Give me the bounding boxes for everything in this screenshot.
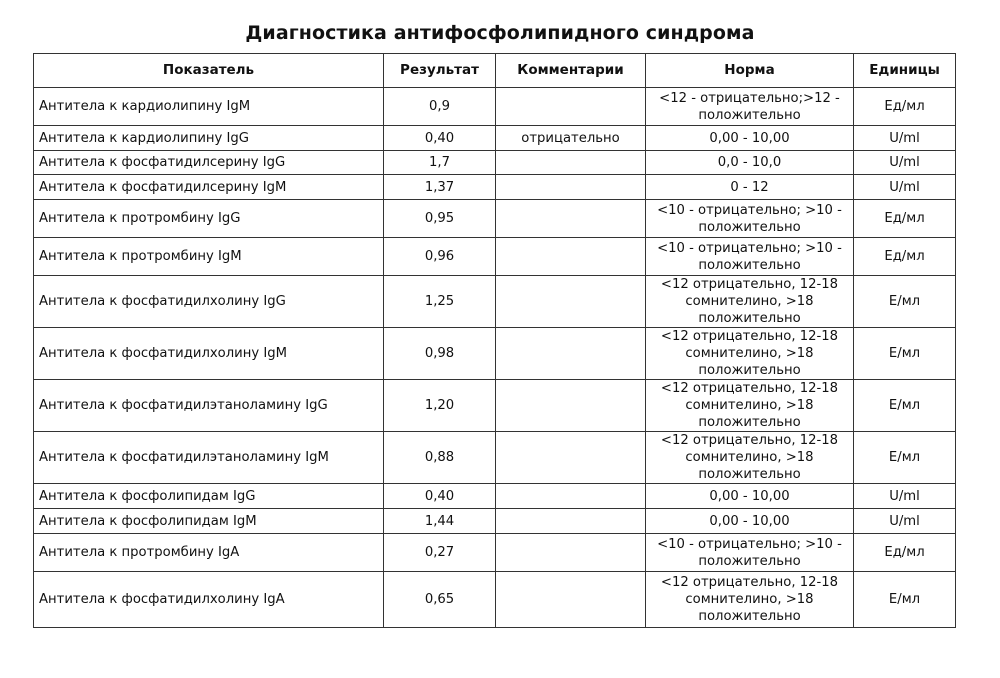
norm-cell: 0,00 - 10,00 bbox=[646, 484, 854, 509]
unit-cell: U/ml bbox=[854, 151, 956, 175]
indicator-cell: Антитела к фосфатидилхолину IgA bbox=[34, 572, 384, 628]
result-cell: 1,44 bbox=[384, 509, 496, 534]
header-result: Результат bbox=[384, 54, 496, 88]
unit-cell: Е/мл bbox=[854, 276, 956, 328]
norm-cell: 0,00 - 10,00 bbox=[646, 126, 854, 151]
unit-cell: Ед/мл bbox=[854, 238, 956, 276]
result-cell: 1,37 bbox=[384, 175, 496, 200]
comment-cell bbox=[496, 276, 646, 328]
table-row bbox=[34, 509, 956, 534]
results-table bbox=[33, 53, 956, 628]
table-body bbox=[34, 88, 956, 628]
table-row bbox=[34, 126, 956, 151]
indicator-cell: Антитела к фосфатидилэтаноламину IgG bbox=[34, 380, 384, 432]
page-title: Диагностика антифосфолипидного синдрома bbox=[245, 22, 755, 44]
result-cell: 1,25 bbox=[384, 276, 496, 328]
table-row bbox=[34, 572, 956, 628]
table-row bbox=[34, 175, 956, 200]
norm-cell: <12 отрицательно, 12-18 сомнителино, >18 положительно bbox=[646, 432, 854, 484]
indicator-cell: Антитела к кардиолипину IgM bbox=[34, 88, 384, 126]
header-indicator: Показатель bbox=[34, 54, 384, 88]
comment-cell bbox=[496, 572, 646, 628]
table-row bbox=[34, 484, 956, 509]
table-row bbox=[34, 328, 956, 380]
result-cell: 0,88 bbox=[384, 432, 496, 484]
result-cell: 0,27 bbox=[384, 534, 496, 572]
unit-cell: Е/мл bbox=[854, 572, 956, 628]
unit-cell: Ед/мл bbox=[854, 88, 956, 126]
result-cell: 1,7 bbox=[384, 151, 496, 175]
indicator-cell: Антитела к протромбину IgA bbox=[34, 534, 384, 572]
unit-cell: Ед/мл bbox=[854, 200, 956, 238]
comment-cell bbox=[496, 380, 646, 432]
norm-cell: <12 отрицательно, 12-18 сомнителино, >18 положительно bbox=[646, 380, 854, 432]
table-row bbox=[34, 88, 956, 126]
indicator-cell: Антитела к фосфатидилхолину IgM bbox=[34, 328, 384, 380]
norm-cell: <12 отрицательно, 12-18 сомнителино, >18 положительно bbox=[646, 572, 854, 628]
norm-cell: <10 - отрицательно; >10 - положительно bbox=[646, 534, 854, 572]
indicator-cell: Антитела к протромбину IgG bbox=[34, 200, 384, 238]
unit-cell: U/ml bbox=[854, 484, 956, 509]
result-cell: 0,40 bbox=[384, 126, 496, 151]
norm-cell: <12 отрицательно, 12-18 сомнителино, >18 положительно bbox=[646, 328, 854, 380]
unit-cell: Е/мл bbox=[854, 328, 956, 380]
comment-cell bbox=[496, 88, 646, 126]
comment-cell bbox=[496, 432, 646, 484]
norm-cell: 0,00 - 10,00 bbox=[646, 509, 854, 534]
table-row bbox=[34, 432, 956, 484]
comment-cell: отрицательно bbox=[496, 126, 646, 151]
unit-cell: U/ml bbox=[854, 126, 956, 151]
result-cell: 0,65 bbox=[384, 572, 496, 628]
norm-cell: <10 - отрицательно; >10 - положительно bbox=[646, 200, 854, 238]
table-row bbox=[34, 534, 956, 572]
comment-cell bbox=[496, 484, 646, 509]
indicator-cell: Антитела к фосфолипидам IgG bbox=[34, 484, 384, 509]
norm-cell: <12 отрицательно, 12-18 сомнителино, >18 положительно bbox=[646, 276, 854, 328]
result-cell: 0,9 bbox=[384, 88, 496, 126]
indicator-cell: Антитела к фосфатидилэтаноламину IgM bbox=[34, 432, 384, 484]
header-units: Единицы bbox=[854, 54, 956, 88]
header-norm: Норма bbox=[646, 54, 854, 88]
result-cell: 0,98 bbox=[384, 328, 496, 380]
header-row bbox=[34, 54, 956, 88]
table-row bbox=[34, 276, 956, 328]
unit-cell: U/ml bbox=[854, 175, 956, 200]
norm-cell: 0 - 12 bbox=[646, 175, 854, 200]
indicator-cell: Антитела к фосфатидилсерину IgM bbox=[34, 175, 384, 200]
indicator-cell: Антитела к кардиолипину IgG bbox=[34, 126, 384, 151]
unit-cell: U/ml bbox=[854, 509, 956, 534]
indicator-cell: Антитела к фосфолипидам IgM bbox=[34, 509, 384, 534]
comment-cell bbox=[496, 534, 646, 572]
comment-cell bbox=[496, 200, 646, 238]
comment-cell bbox=[496, 238, 646, 276]
unit-cell: Е/мл bbox=[854, 380, 956, 432]
result-cell: 0,95 bbox=[384, 200, 496, 238]
norm-cell: <10 - отрицательно; >10 - положительно bbox=[646, 238, 854, 276]
table-row bbox=[34, 238, 956, 276]
norm-cell: <12 - отрицательно;>12 - положительно bbox=[646, 88, 854, 126]
indicator-cell: Антитела к фосфатидилхолину IgG bbox=[34, 276, 384, 328]
result-cell: 1,20 bbox=[384, 380, 496, 432]
header-comments: Комментарии bbox=[496, 54, 646, 88]
table-row bbox=[34, 200, 956, 238]
unit-cell: Е/мл bbox=[854, 432, 956, 484]
table-row bbox=[34, 151, 956, 175]
comment-cell bbox=[496, 509, 646, 534]
indicator-cell: Антитела к протромбину IgM bbox=[34, 238, 384, 276]
comment-cell bbox=[496, 151, 646, 175]
comment-cell bbox=[496, 175, 646, 200]
table-row bbox=[34, 380, 956, 432]
unit-cell: Ед/мл bbox=[854, 534, 956, 572]
result-cell: 0,40 bbox=[384, 484, 496, 509]
indicator-cell: Антитела к фосфатидилсерину IgG bbox=[34, 151, 384, 175]
comment-cell bbox=[496, 328, 646, 380]
result-cell: 0,96 bbox=[384, 238, 496, 276]
norm-cell: 0,0 - 10,0 bbox=[646, 151, 854, 175]
